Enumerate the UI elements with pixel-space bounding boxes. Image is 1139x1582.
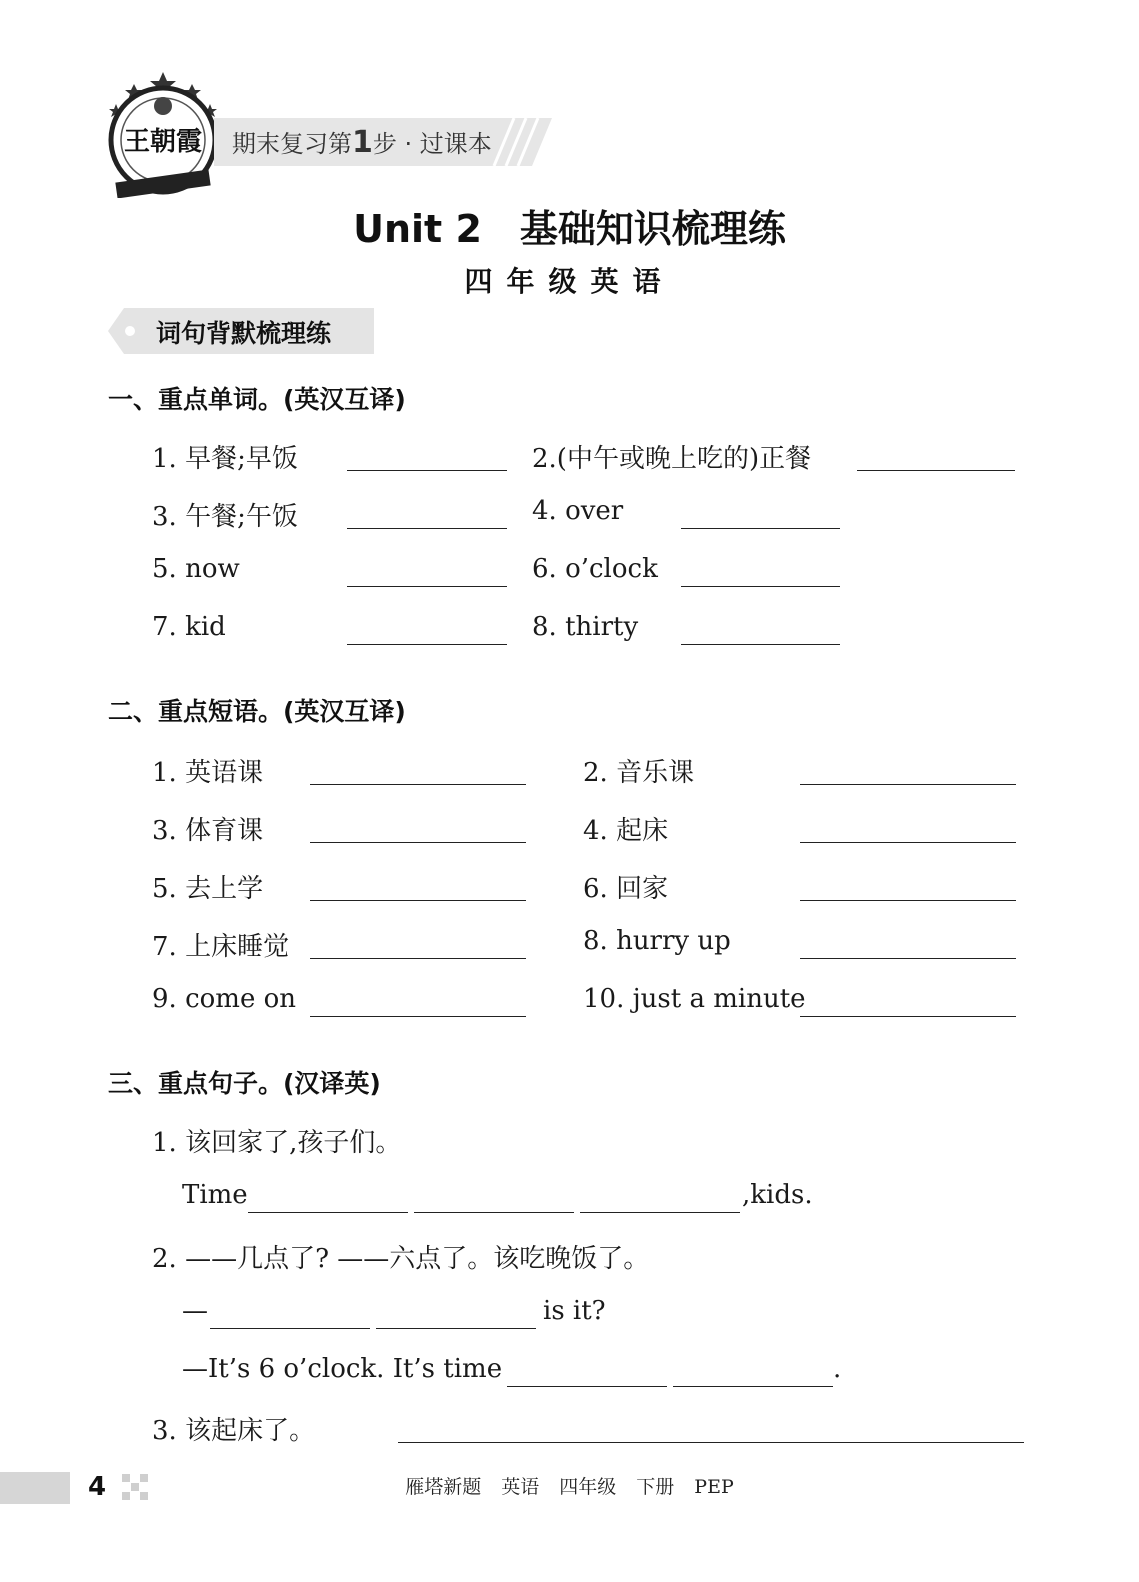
word-item-6-answer-blank[interactable] xyxy=(681,586,840,587)
word-item-4-answer-blank[interactable] xyxy=(681,528,840,529)
phrase-item-8-label: 8. hurry up xyxy=(583,926,731,956)
footer-book-info xyxy=(0,1472,1139,1499)
word-item-3-answer-blank[interactable] xyxy=(347,528,507,529)
sentence-1-blank-1[interactable] xyxy=(248,1212,408,1213)
word-item-5-label: 5. now xyxy=(152,554,240,584)
phrase-item-3-answer-blank[interactable] xyxy=(310,842,526,843)
phrase-item-9-label: 9. come on xyxy=(152,984,296,1014)
sentence-3-prompt: 3. 该起床了。 xyxy=(152,1416,316,1446)
banner-step-number: 1 xyxy=(352,125,373,160)
section-tag-label: 词句背默梳理练 xyxy=(156,319,332,348)
phrase-item-4-label: 4. 起床 xyxy=(583,816,669,846)
sentence-2-line2-end: . xyxy=(833,1354,842,1384)
word-item-6-label: 6. o’clock xyxy=(532,554,658,584)
banner-text-post: 步 · 过课本 xyxy=(372,130,492,158)
sentence-1-start-text: Time xyxy=(182,1180,248,1210)
section3-heading: 三、重点句子。(汉译英) xyxy=(108,1069,381,1098)
phrase-item-6-label: 6. 回家 xyxy=(583,874,669,904)
brand-logo-badge xyxy=(104,70,222,198)
word-item-2-label: 2.(中午或晚上吃的)正餐 xyxy=(532,444,812,474)
sentence-1-prompt: 1. 该回家了,孩子们。 xyxy=(152,1128,402,1158)
word-item-2-answer-blank[interactable] xyxy=(857,470,1015,471)
word-item-1-label: 1. 早餐;早饭 xyxy=(152,444,298,474)
phrase-item-10-label: 10. just a minute xyxy=(583,984,806,1014)
brand-logo-text: 王朝霞 xyxy=(123,127,203,157)
footer-grade: 四年级 xyxy=(559,1476,617,1498)
word-item-4-label: 4. over xyxy=(532,496,624,526)
word-item-1-answer-blank[interactable] xyxy=(347,470,507,471)
sentence-1-blank-3[interactable] xyxy=(580,1212,740,1213)
sentence-2-blank-4[interactable] xyxy=(673,1386,833,1387)
sentence-3-answer-blank[interactable] xyxy=(398,1442,1024,1443)
sentence-1-blank-2[interactable] xyxy=(414,1212,574,1213)
footer-edition: PEP xyxy=(694,1476,734,1498)
word-item-5-answer-blank[interactable] xyxy=(347,586,507,587)
phrase-item-4-answer-blank[interactable] xyxy=(800,842,1016,843)
word-item-8-label: 8. thirty xyxy=(532,612,639,642)
sentence-1-end-text: ,kids. xyxy=(742,1180,813,1210)
phrase-item-8-answer-blank[interactable] xyxy=(800,958,1016,959)
sentence-2-blank-2[interactable] xyxy=(376,1328,536,1329)
word-item-7-answer-blank[interactable] xyxy=(347,644,507,645)
phrase-item-9-answer-blank[interactable] xyxy=(310,1016,526,1017)
unit-title: Unit 2 基础知识梳理练 xyxy=(353,207,786,251)
word-item-3-label: 3. 午餐;午饭 xyxy=(152,502,298,532)
word-item-8-answer-blank[interactable] xyxy=(681,644,840,645)
phrase-item-7-answer-blank[interactable] xyxy=(310,958,526,959)
grade-subject-subtitle: 四年级英语 xyxy=(464,265,675,298)
page-number: 4 xyxy=(88,1472,107,1502)
phrase-item-1-answer-blank[interactable] xyxy=(310,784,526,785)
phrase-item-6-answer-blank[interactable] xyxy=(800,900,1016,901)
phrase-item-5-label: 5. 去上学 xyxy=(152,874,264,904)
phrase-item-10-answer-blank[interactable] xyxy=(800,1016,1016,1017)
word-item-7-label: 7. kid xyxy=(152,612,226,642)
phrase-item-2-label: 2. 音乐课 xyxy=(583,758,695,788)
sentence-2-prompt: 2. ——几点了? ——六点了。该吃晚饭了。 xyxy=(152,1244,650,1274)
sentence-2-line2-start: —It’s 6 o’clock. It’s time xyxy=(182,1354,503,1384)
banner-text-pre: 期末复习第 xyxy=(232,130,352,158)
section2-heading: 二、重点短语。(英汉互译) xyxy=(108,697,406,726)
phrase-item-3-label: 3. 体育课 xyxy=(152,816,264,846)
footer-volume: 下册 xyxy=(636,1476,675,1498)
phrase-item-1-label: 1. 英语课 xyxy=(152,758,264,788)
footer-subject: 英语 xyxy=(501,1476,540,1498)
phrase-item-2-answer-blank[interactable] xyxy=(800,784,1016,785)
section1-heading: 一、重点单词。(英汉互译) xyxy=(108,385,406,414)
footer-book-name: 雁塔新题 xyxy=(405,1476,482,1498)
phrase-item-7-label: 7. 上床睡觉 xyxy=(152,932,290,962)
banner-text xyxy=(232,124,492,160)
sentence-2-blank-3[interactable] xyxy=(507,1386,667,1387)
phrase-item-5-answer-blank[interactable] xyxy=(310,900,526,901)
sentence-2-dash: — xyxy=(182,1296,208,1326)
sentence-2-mid-text: is it? xyxy=(543,1296,606,1326)
sentence-2-blank-1[interactable] xyxy=(210,1328,370,1329)
